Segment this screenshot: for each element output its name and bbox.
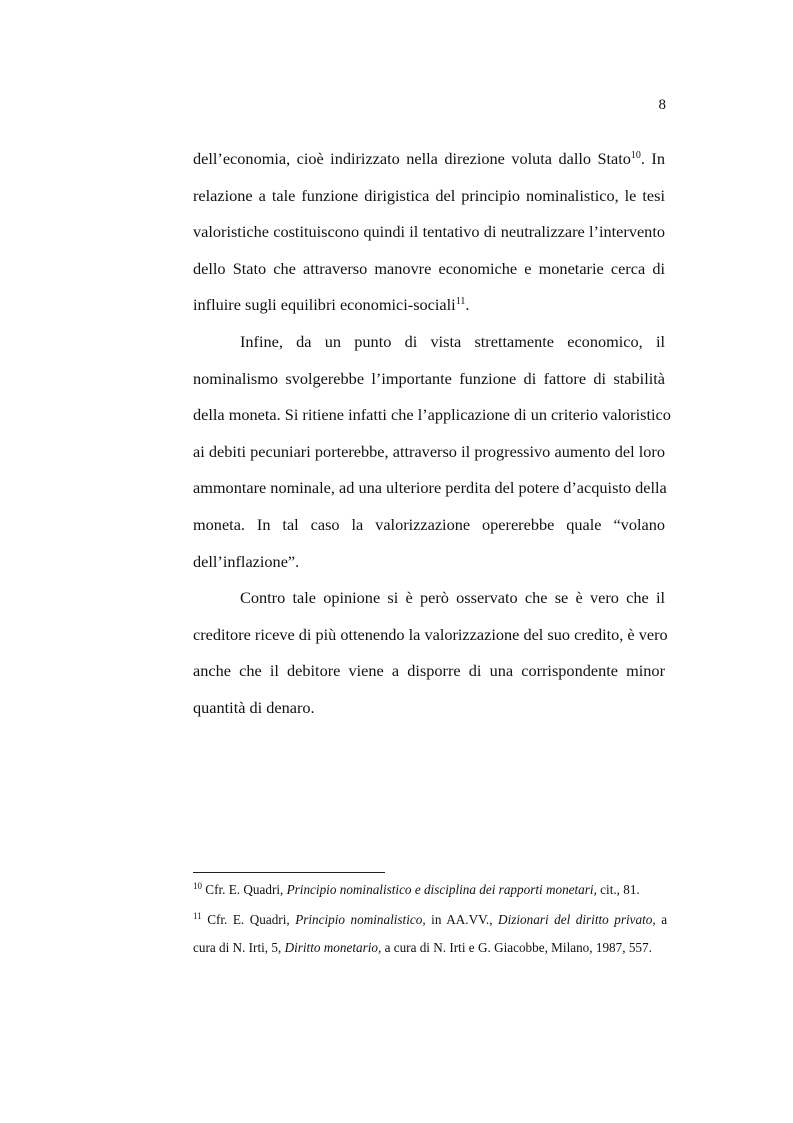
footnote-number: 11 — [193, 911, 202, 921]
text-line: della moneta. Si ritiene infatti che l’applicazione di un criterio valoristico — [193, 405, 671, 425]
paragraph-1 — [193, 141, 665, 324]
footnote-separator — [193, 872, 385, 873]
text-line: nominalismo svolgerebbe l’importante funzione di fattore di stabilità — [193, 368, 665, 388]
paragraph-2 — [193, 324, 671, 580]
footnote-10: $^{10}$ Cfr. E. Quadri, Principio nominalistico e disciplina dei rapporti monetari, cit., 81. — [193, 881, 640, 897]
footnote-ref-10[interactable]: 10 — [630, 150, 641, 161]
text-line: creditore riceve di più ottenendo la valorizzazione del suo credito, è vero — [193, 624, 668, 644]
text-line: dello Stato che attraverso manovre economiche e monetarie cerca di — [193, 258, 665, 278]
text-line: moneta. In tal caso la valorizzazione opererebbe quale “volano — [193, 514, 665, 534]
text-line: ai debiti pecuniari porterebbe, attraverso il progressivo aumento del loro — [193, 441, 665, 461]
footnote-11-continued: cura di N. Irti, 5, Diritto monetario, a cura di N. Irti e G. Giacobbe, Milano, 1987, 557. — [193, 940, 652, 955]
footnote-11: $^{11}$ Cfr. E. Quadri, Principio nominalistico, in AA.VV., Dizionari del diritto privato, a — [193, 911, 668, 927]
footnote-number: 10 — [193, 881, 202, 891]
page-number: 8 — [658, 97, 666, 113]
text-line: relazione a tale funzione dirigistica del principio nominalistico, le tesi — [193, 185, 665, 205]
paragraph-3 — [193, 580, 668, 726]
text-line: anche che il debitore viene a disporre di una corrispondente minor — [193, 661, 665, 681]
text-line: quantità di denaro. — [193, 697, 315, 717]
text-line: dell’economia, cioè indirizzato nella direzione voluta dallo Stato$^{10}$. In — [193, 149, 665, 168]
text-line: dell’inflazione”. — [193, 551, 300, 571]
text-line: Contro tale opinione si è però osservato che se è vero che il — [240, 588, 665, 608]
text-line: ammontare nominale, ad una ulteriore perdita del potere d’acquisto della — [193, 478, 667, 498]
text-line: valoristiche costituiscono quindi il tentativo di neutralizzare l’intervento — [193, 222, 665, 242]
footnotes — [193, 874, 667, 962]
body-text — [193, 141, 671, 727]
text-line: influire sugli equilibri economici-sociali$^{11}$. — [193, 295, 470, 315]
text-line: Infine, da un punto di vista strettamente economico, il — [240, 331, 665, 351]
footnote-ref-11[interactable]: 11 — [455, 296, 466, 308]
